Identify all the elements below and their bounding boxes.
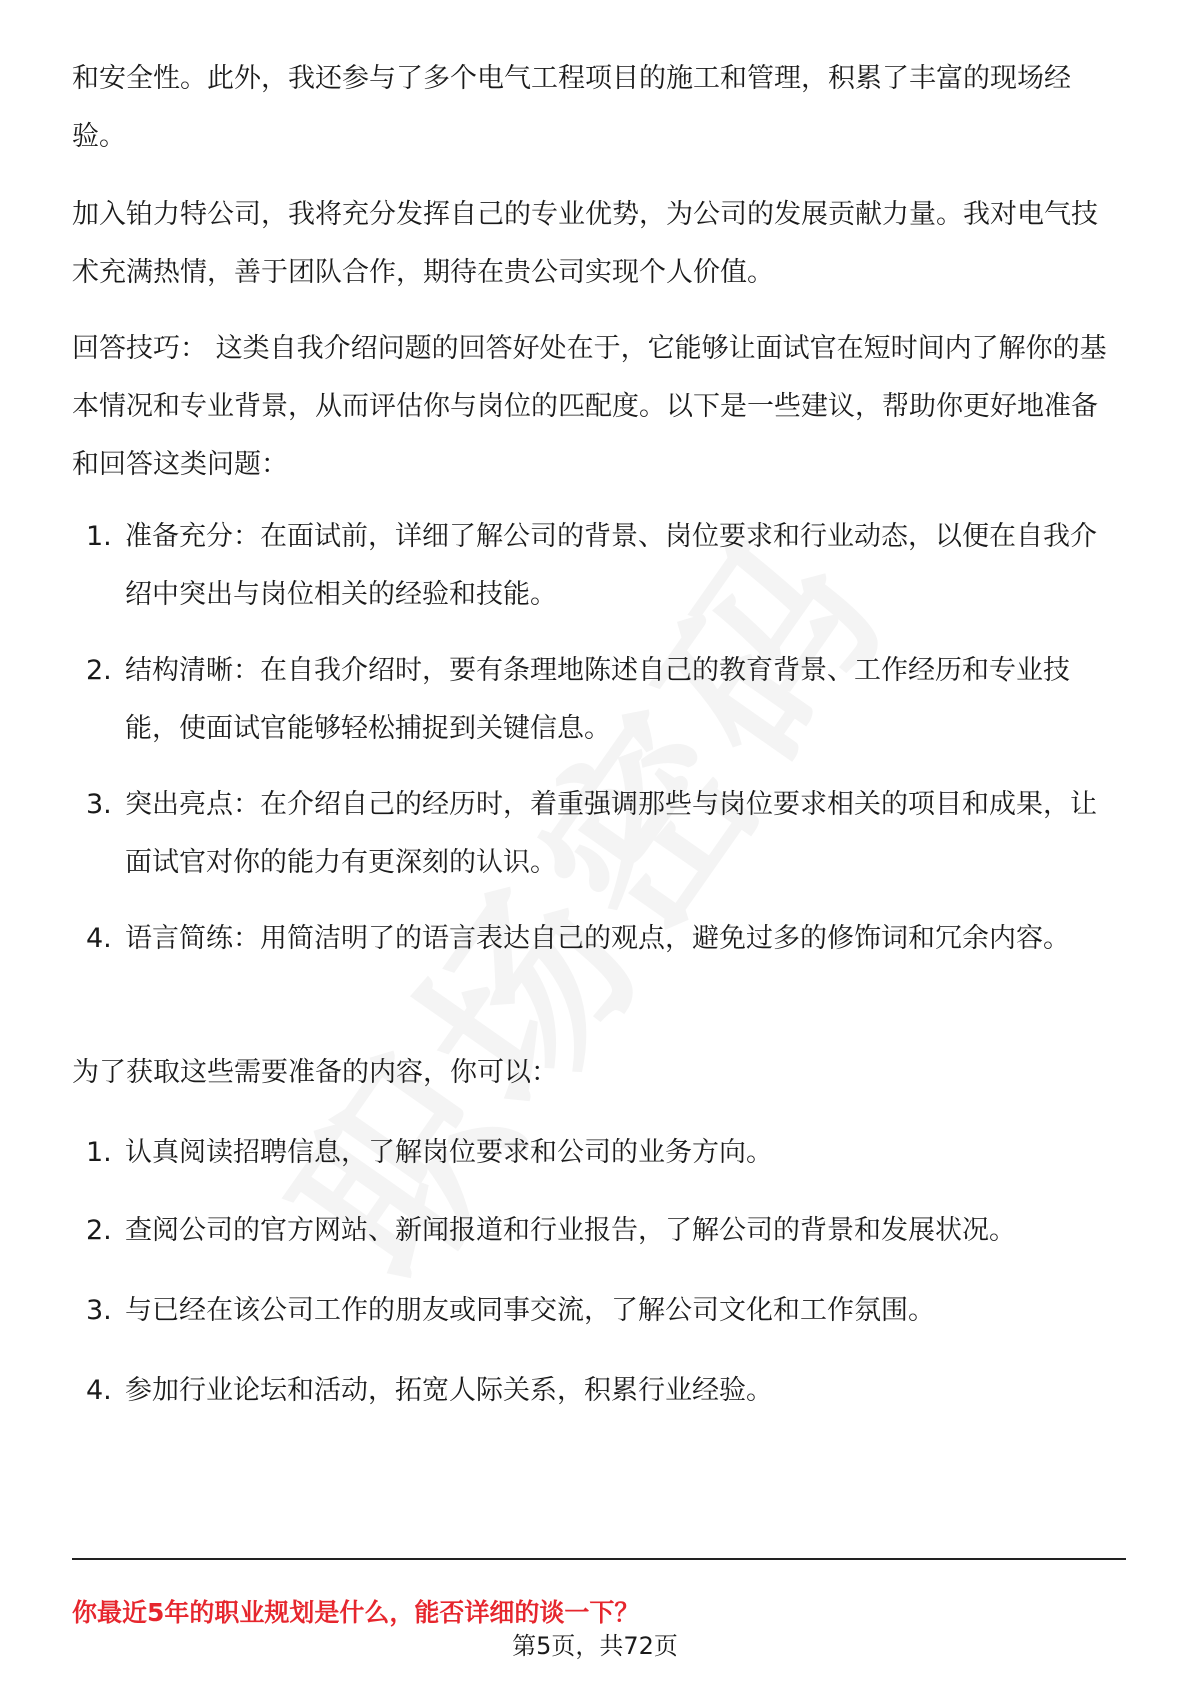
- next-question-heading: 你最近5年的职业规划是什么，能否详细的谈一下？: [72, 1598, 640, 1627]
- paragraph-answer-tips: 回答技巧： 这类自我介绍问题的回答好处在于，它能够让面试官在短时间内了解你的基本情况和专业背景，从而评估你与岗位的匹配度。以下是一些建议，帮助你更好地准备和回答这类问题：: [72, 333, 1107, 480]
- list-text: 认真阅读招聘信息，了解岗位要求和公司的业务方向。: [125, 1137, 773, 1168]
- page-number: 第5页，共72页: [512, 1632, 678, 1660]
- paragraph-prep-intro: 为了获取这些需要准备的内容，你可以：: [72, 1057, 558, 1088]
- list-text: 与已经在该公司工作的朋友或同事交流，了解公司文化和工作氛围。: [125, 1295, 935, 1326]
- tips-list-item: [72, 642, 1122, 758]
- list-number: 3.: [86, 1295, 112, 1326]
- list-number: 3.: [86, 789, 112, 820]
- list-text: 语言简练：用简洁明了的语言表达自己的观点，避免过多的修饰词和冗余内容。: [125, 923, 1070, 954]
- tips-list-item: [72, 508, 1122, 624]
- list-text: 准备充分：在面试前，详细了解公司的背景、岗位要求和行业动态，以便在自我介绍中突出与岗位相关的经验和技能。: [125, 521, 1097, 610]
- list-number: 2.: [86, 655, 112, 686]
- list-number: 4.: [86, 1375, 112, 1406]
- prep-list-item: [72, 1124, 1122, 1182]
- prep-list-item: [72, 1362, 1122, 1420]
- prep-list-item: [72, 1202, 1122, 1260]
- paragraph-join-company: 加入铂力特公司，我将充分发挥自己的专业优势，为公司的发展贡献力量。我对电气技术充满热情，善于团队合作，期待在贵公司实现个人价值。: [72, 199, 1098, 288]
- list-number: 1.: [86, 1137, 112, 1168]
- tips-list-item: [72, 776, 1122, 892]
- section-divider: [72, 1558, 1126, 1560]
- list-number: 4.: [86, 923, 112, 954]
- list-text: 突出亮点：在介绍自己的经历时，着重强调那些与岗位要求相关的项目和成果，让面试官对你的能力有更深刻的认识。: [125, 789, 1097, 878]
- list-number: 2.: [86, 1215, 112, 1246]
- list-text: 参加行业论坛和活动，拓宽人际关系，积累行业经验。: [125, 1375, 773, 1406]
- prep-list-item: [72, 1282, 1122, 1340]
- list-number: 1.: [86, 521, 112, 552]
- list-text: 查阅公司的官方网站、新闻报道和行业报告，了解公司的背景和发展状况。: [125, 1215, 1016, 1246]
- paragraph-experience: 和安全性。此外，我还参与了多个电气工程项目的施工和管理，积累了丰富的现场经验。: [72, 63, 1071, 152]
- tips-list-item: [72, 910, 1122, 968]
- list-text: 结构清晰：在自我介绍时，要有条理地陈述自己的教育背景、工作经历和专业技能，使面试官能够轻松捕捉到关键信息。: [125, 655, 1070, 744]
